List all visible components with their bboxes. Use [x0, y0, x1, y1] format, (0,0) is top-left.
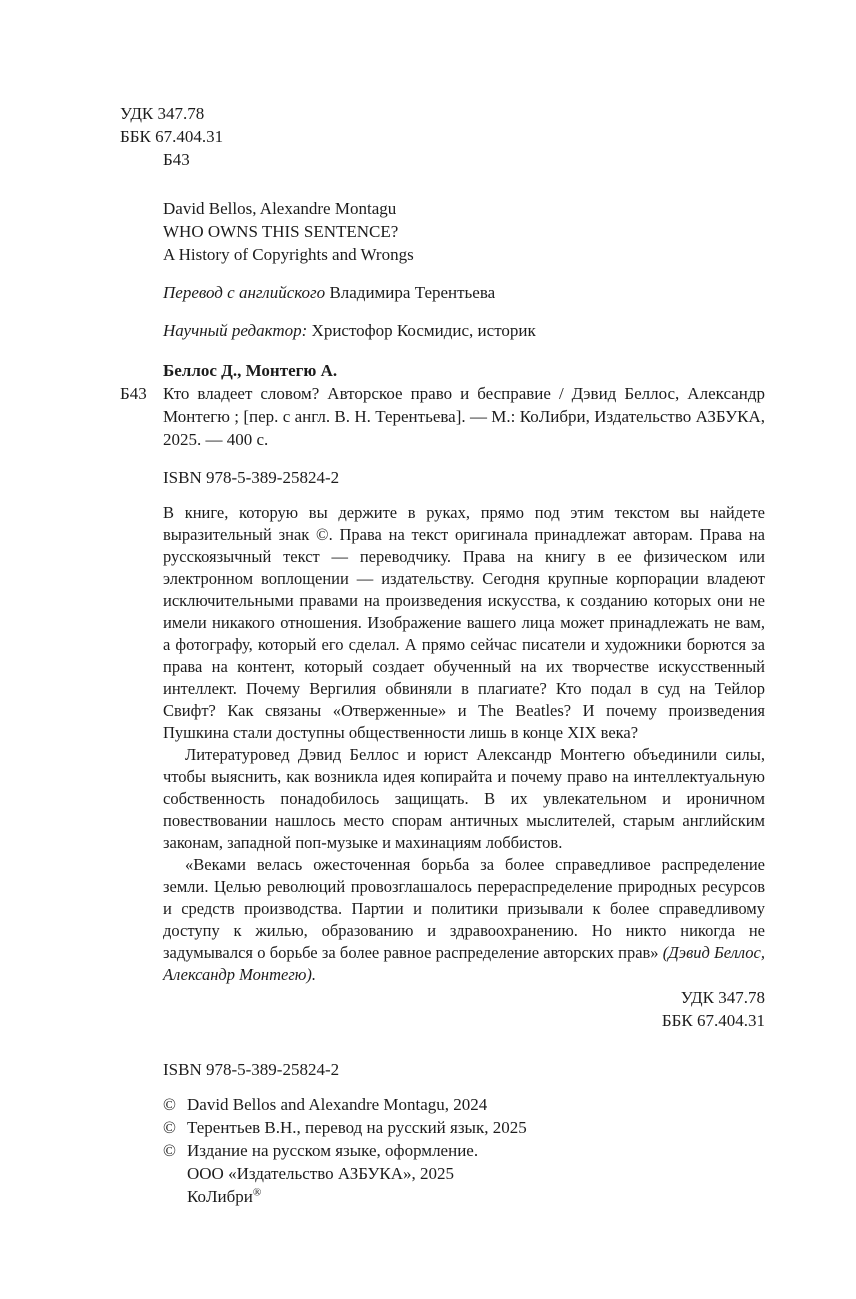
bbk-code-top: ББК 67.404.31 — [120, 127, 224, 146]
original-title: WHO OWNS THIS SENTENCE? — [163, 222, 399, 241]
original-authors: David Bellos, Alexandre Montagu — [163, 199, 397, 218]
cataloging-codes-bottom — [163, 986, 765, 1032]
udk-code-bottom: УДК 347.78 — [680, 988, 765, 1007]
copyright-translator-text: Терентьев В.Н., перевод на русский язык, 2025 — [187, 1118, 527, 1137]
registered-trademark-sign: ® — [252, 1186, 262, 1199]
annotation-paragraph-2: Литературовед Дэвид Беллос и юрист Александр Монтегю объединили силы, чтобы выяснить, как возникла идея копирайта и почему право на интеллектуальную собственность понадобилось защищать. В их увлекательном и ироничном повествовании нашлось место спорам античных мыслителей, старым английским законам, западной поп-музыке и махинациям лоббистов. — [163, 745, 765, 852]
annotation-quote: «Веками велась ожесточенная борьба за более справедливое распределение земли. Целью революций провозглашалось перераспределение природных ресурсов и средств производства. Партии и политики призывали к более справедливому доступу к жилью, образованию и здравоохранению. Но никто никогда не задумывался о борьбе за более равное распределение авторских прав» — [163, 855, 765, 962]
original-subtitle: A History of Copyrights and Wrongs — [163, 245, 414, 264]
isbn-mid: ISBN 978-5-389-25824-2 — [163, 468, 340, 487]
catalog-entry-row — [120, 382, 856, 451]
copyright-sign: © — [163, 1141, 176, 1160]
annotation-paragraph-1: В книге, которую вы держите в руках, прямо под этим текстом вы найдете выразительный знак ©. Права на текст оригинала принадлежат авторам. Права на русскоязычный текст — переводчику. Права на книгу в ее физическом или электронном воплощении — издательству. Сегодня крупные корпорации владеют исключительными правами на произведения искусства, к созданию которых они не имели никакого отношения. Изображение вашего лица может принадлежать не вам, а фотографу, который его сделал. А прямо сейчас писатели и художники борются за права на контент, который создает обученный на их творчестве искусственный интеллект. Почему Вергилия обвиняли в плагиате? Кто подал в суд на Тейлор Свифт? Как связаны «Отверженные» и The Beatles? И почему произведения Пушкина стали доступны общественности лишь в конце XIX века? — [163, 503, 765, 742]
annotation-block — [163, 502, 765, 986]
copyright-publisher-text: Издание на русском языке, оформление. — [187, 1141, 479, 1160]
bbk-code-bottom: ББК 67.404.31 — [661, 1011, 765, 1030]
copyright-sign: © — [163, 1095, 176, 1114]
isbn-bottom: ISBN 978-5-389-25824-2 — [163, 1060, 340, 1079]
annotation-paragraph-3 — [163, 854, 765, 986]
copyright-publisher-name: ООО «Издательство АЗБУКА», 2025 — [187, 1164, 455, 1183]
original-title-block — [163, 197, 856, 266]
copyright-line-translator — [163, 1116, 856, 1139]
copyright-authors-text: David Bellos and Alexandre Montagu, 2024 — [187, 1095, 488, 1114]
translator-name: Владимира Терентьева — [329, 283, 496, 302]
copyright-block — [163, 1093, 856, 1208]
cataloging-codes-top — [120, 102, 856, 171]
copyright-sign: © — [163, 1118, 176, 1137]
author-sign-entry: Б43 — [120, 384, 147, 403]
translator-label: Перевод с английского — [163, 283, 326, 302]
editor-label: Научный редактор: — [163, 321, 308, 340]
editor-credit — [163, 319, 856, 342]
catalog-authors: Беллос Д., Монтегю А. — [163, 361, 338, 380]
copyright-imprint — [187, 1185, 856, 1208]
annotation-quote-attribution: (Дэвид Беллос, Александр Монтегю). — [163, 943, 765, 984]
imprint-name: КоЛибри — [187, 1187, 253, 1206]
editor-name: Христофор Космидис, историк — [311, 321, 536, 340]
copyright-line-authors — [163, 1093, 856, 1116]
copyright-line-publisher — [163, 1139, 856, 1162]
translator-credit — [163, 281, 856, 304]
bibliographic-entry: Кто владеет словом? Авторское право и бесправие / Дэвид Беллос, Александр Монтегю ; [пер. с англ. В. Н. Терентьева]. — М.: КоЛибри, Издательство АЗБУКА, 2025. — 400 с. — [163, 384, 765, 449]
author-sign-top: Б43 — [163, 150, 190, 169]
udk-code-top: УДК 347.78 — [120, 104, 205, 123]
